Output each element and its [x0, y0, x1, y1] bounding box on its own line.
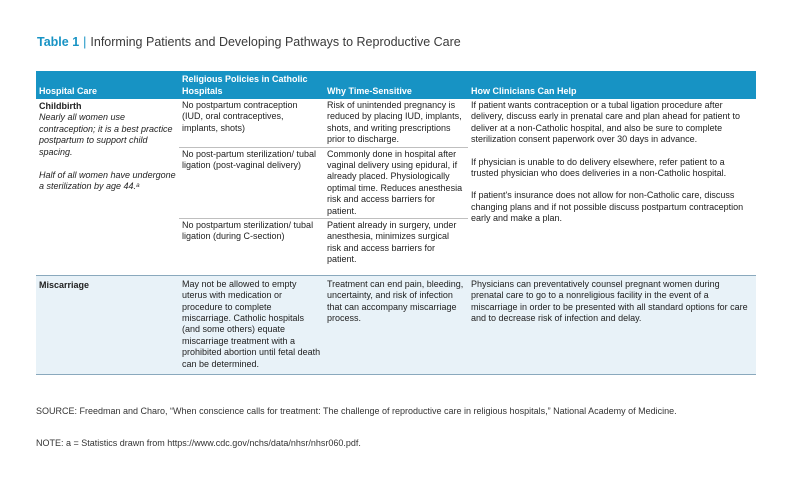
- help-cell: Physicians can preventatively counsel pregnant women during prenatal care to go to a nonreligious facility in the event of a miscarriage in order to be presented with all standard options for care and to decrease risk of infection and delay.: [468, 275, 756, 374]
- header-hospital-care: Hospital Care: [36, 71, 179, 99]
- childbirth-cell: [36, 99, 179, 275]
- policy-cell: No post-partum sterilization/ tubal ligation (post-vaginal delivery): [179, 147, 324, 218]
- policy-cell: No postpartum sterilization/ tubal ligation (during C-section): [182, 220, 314, 242]
- table-row: [36, 99, 756, 147]
- miscarriage-cell: [36, 275, 179, 374]
- help-paragraph: If physician is unable to do delivery elsewhere, refer patient to a trusted physician who does deliveries in a non-Catholic hospital.: [471, 156, 727, 179]
- why-cell: Risk of unintended pregnancy is reduced by placing IUD, implants, shots, and writing prescriptions prior to discharge.: [324, 99, 468, 147]
- category-miscarriage: Miscarriage: [39, 279, 90, 290]
- why-cell: Commonly done in hospital after vaginal delivery using epidural, if already placed. Physiologically optimal time. Reduces anesthesia risk and access barriers for patient.: [324, 147, 468, 218]
- policy-cell: May not be allowed to empty uterus with medication or procedure to complete miscarriage. Catholic hospitals (and some others) equate miscarriage treatment with a prohibited abortion until fetal death can be determined.: [179, 275, 324, 374]
- header-why-time-sensitive: Why Time-Sensitive: [324, 71, 468, 99]
- table-number: Table 1: [37, 35, 80, 49]
- table-title: [37, 35, 461, 49]
- table-row: [36, 275, 756, 374]
- help-paragraph: If patient wants contraception or a tubal ligation procedure after delivery, discuss early in prenatal care and plan ahead for patient to deliver at a non-Catholic hospital, and also be sure to complete sterilization consent paperwork over 30 days in advance.: [471, 100, 740, 145]
- table-caption: Informing Patients and Developing Pathways to Reproductive Care: [90, 35, 461, 49]
- childbirth-note-contraception: Nearly all women use contraception; it is a best practice postpartum to support child spacing.: [39, 112, 173, 157]
- childbirth-note-sterilization: Half of all women have undergone a sterilization by age 44.ᵃ: [39, 170, 176, 192]
- help-paragraph: If patient's insurance does not allow for non-Catholic care, discuss changing plans and if not possible discuss postpartum contraception early and make a plan.: [471, 190, 744, 224]
- reproductive-care-table: [36, 71, 756, 375]
- header-religious-policies: Religious Policies in Catholic Hospitals: [179, 71, 324, 99]
- header-row: [36, 71, 756, 99]
- why-cell: Treatment can end pain, bleeding, uncertainty, and risk of infection that can accompany miscarriage process.: [324, 275, 468, 374]
- source-note: SOURCE: Freedman and Charo, “When conscience calls for treatment: The challenge of reproductive care in religious hospitals,” National Academy of Medicine.: [36, 406, 677, 416]
- policy-cell: No postpartum contraception (IUD, oral contraceptives, implants, shots): [179, 99, 324, 147]
- statistics-note: NOTE: a = Statistics drawn from https://www.cdc.gov/nchs/data/nhsr/nhsr060.pdf.: [36, 438, 361, 448]
- title-separator: |: [83, 35, 87, 49]
- why-cell: Patient already in surgery, under anesthesia, minimizes surgical risk and access barriers for patient.: [327, 220, 457, 265]
- category-childbirth: Childbirth: [39, 101, 82, 111]
- header-how-clinicians-help: How Clinicians Can Help: [468, 71, 756, 99]
- help-cell: [468, 99, 756, 275]
